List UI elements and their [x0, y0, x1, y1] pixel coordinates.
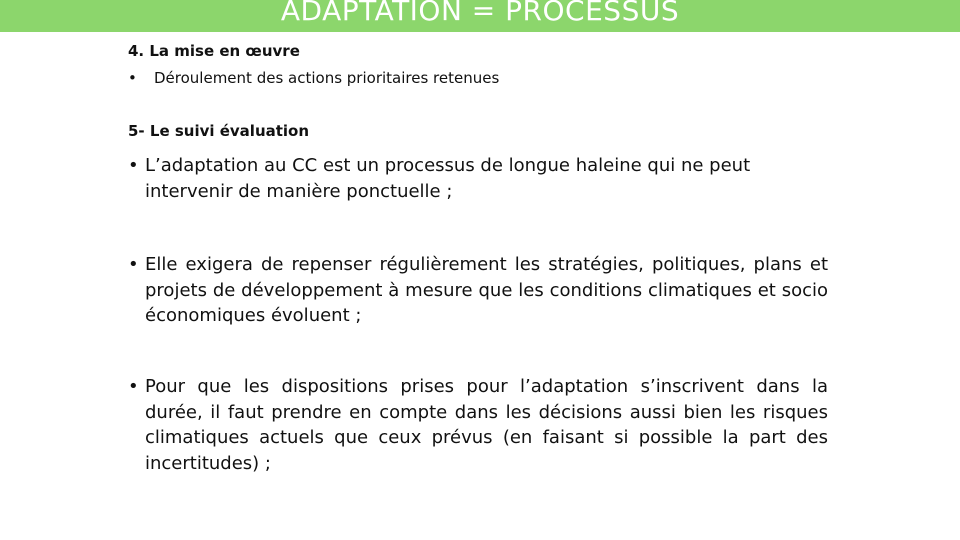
section-4-bullet-text: Déroulement des actions prioritaires retenues: [154, 69, 500, 87]
bullet-marker: •: [128, 376, 139, 397]
slide-title: ADAPTATION = PROCESSUS: [280, 0, 680, 27]
title-bar: [0, 0, 960, 32]
section-4-heading: 4. La mise en œuvre: [128, 42, 300, 60]
section-5-bullet-1: [128, 153, 828, 204]
section-5-heading: 5- Le suivi évaluation: [128, 122, 310, 140]
bullet-text: Pour que les dispositions prises pour l’adaptation s’inscrivent dans la durée, il faut prendre en compte dans les décisions aussi bien les risques climatiques actuels que ceux prévus (en faisant si possible la part des incertitudes) ;: [145, 376, 828, 474]
bullet-marker: •: [128, 69, 137, 87]
section-5-bullet-3: [128, 374, 828, 476]
section-5-bullet-2: [128, 252, 828, 329]
bullet-text: L’adaptation au CC est un processus de longue haleine qui ne peut intervenir de manière ponctuelle ;: [145, 155, 751, 202]
bullet-text: Elle exigera de repenser régulièrement les stratégies, politiques, plans et projets de développement à mesure que les conditions climatiques et socio économiques évoluent ;: [145, 254, 828, 326]
bullet-marker: •: [128, 155, 139, 176]
bullet-marker: •: [128, 254, 139, 275]
section-4-bullet: [128, 68, 499, 88]
